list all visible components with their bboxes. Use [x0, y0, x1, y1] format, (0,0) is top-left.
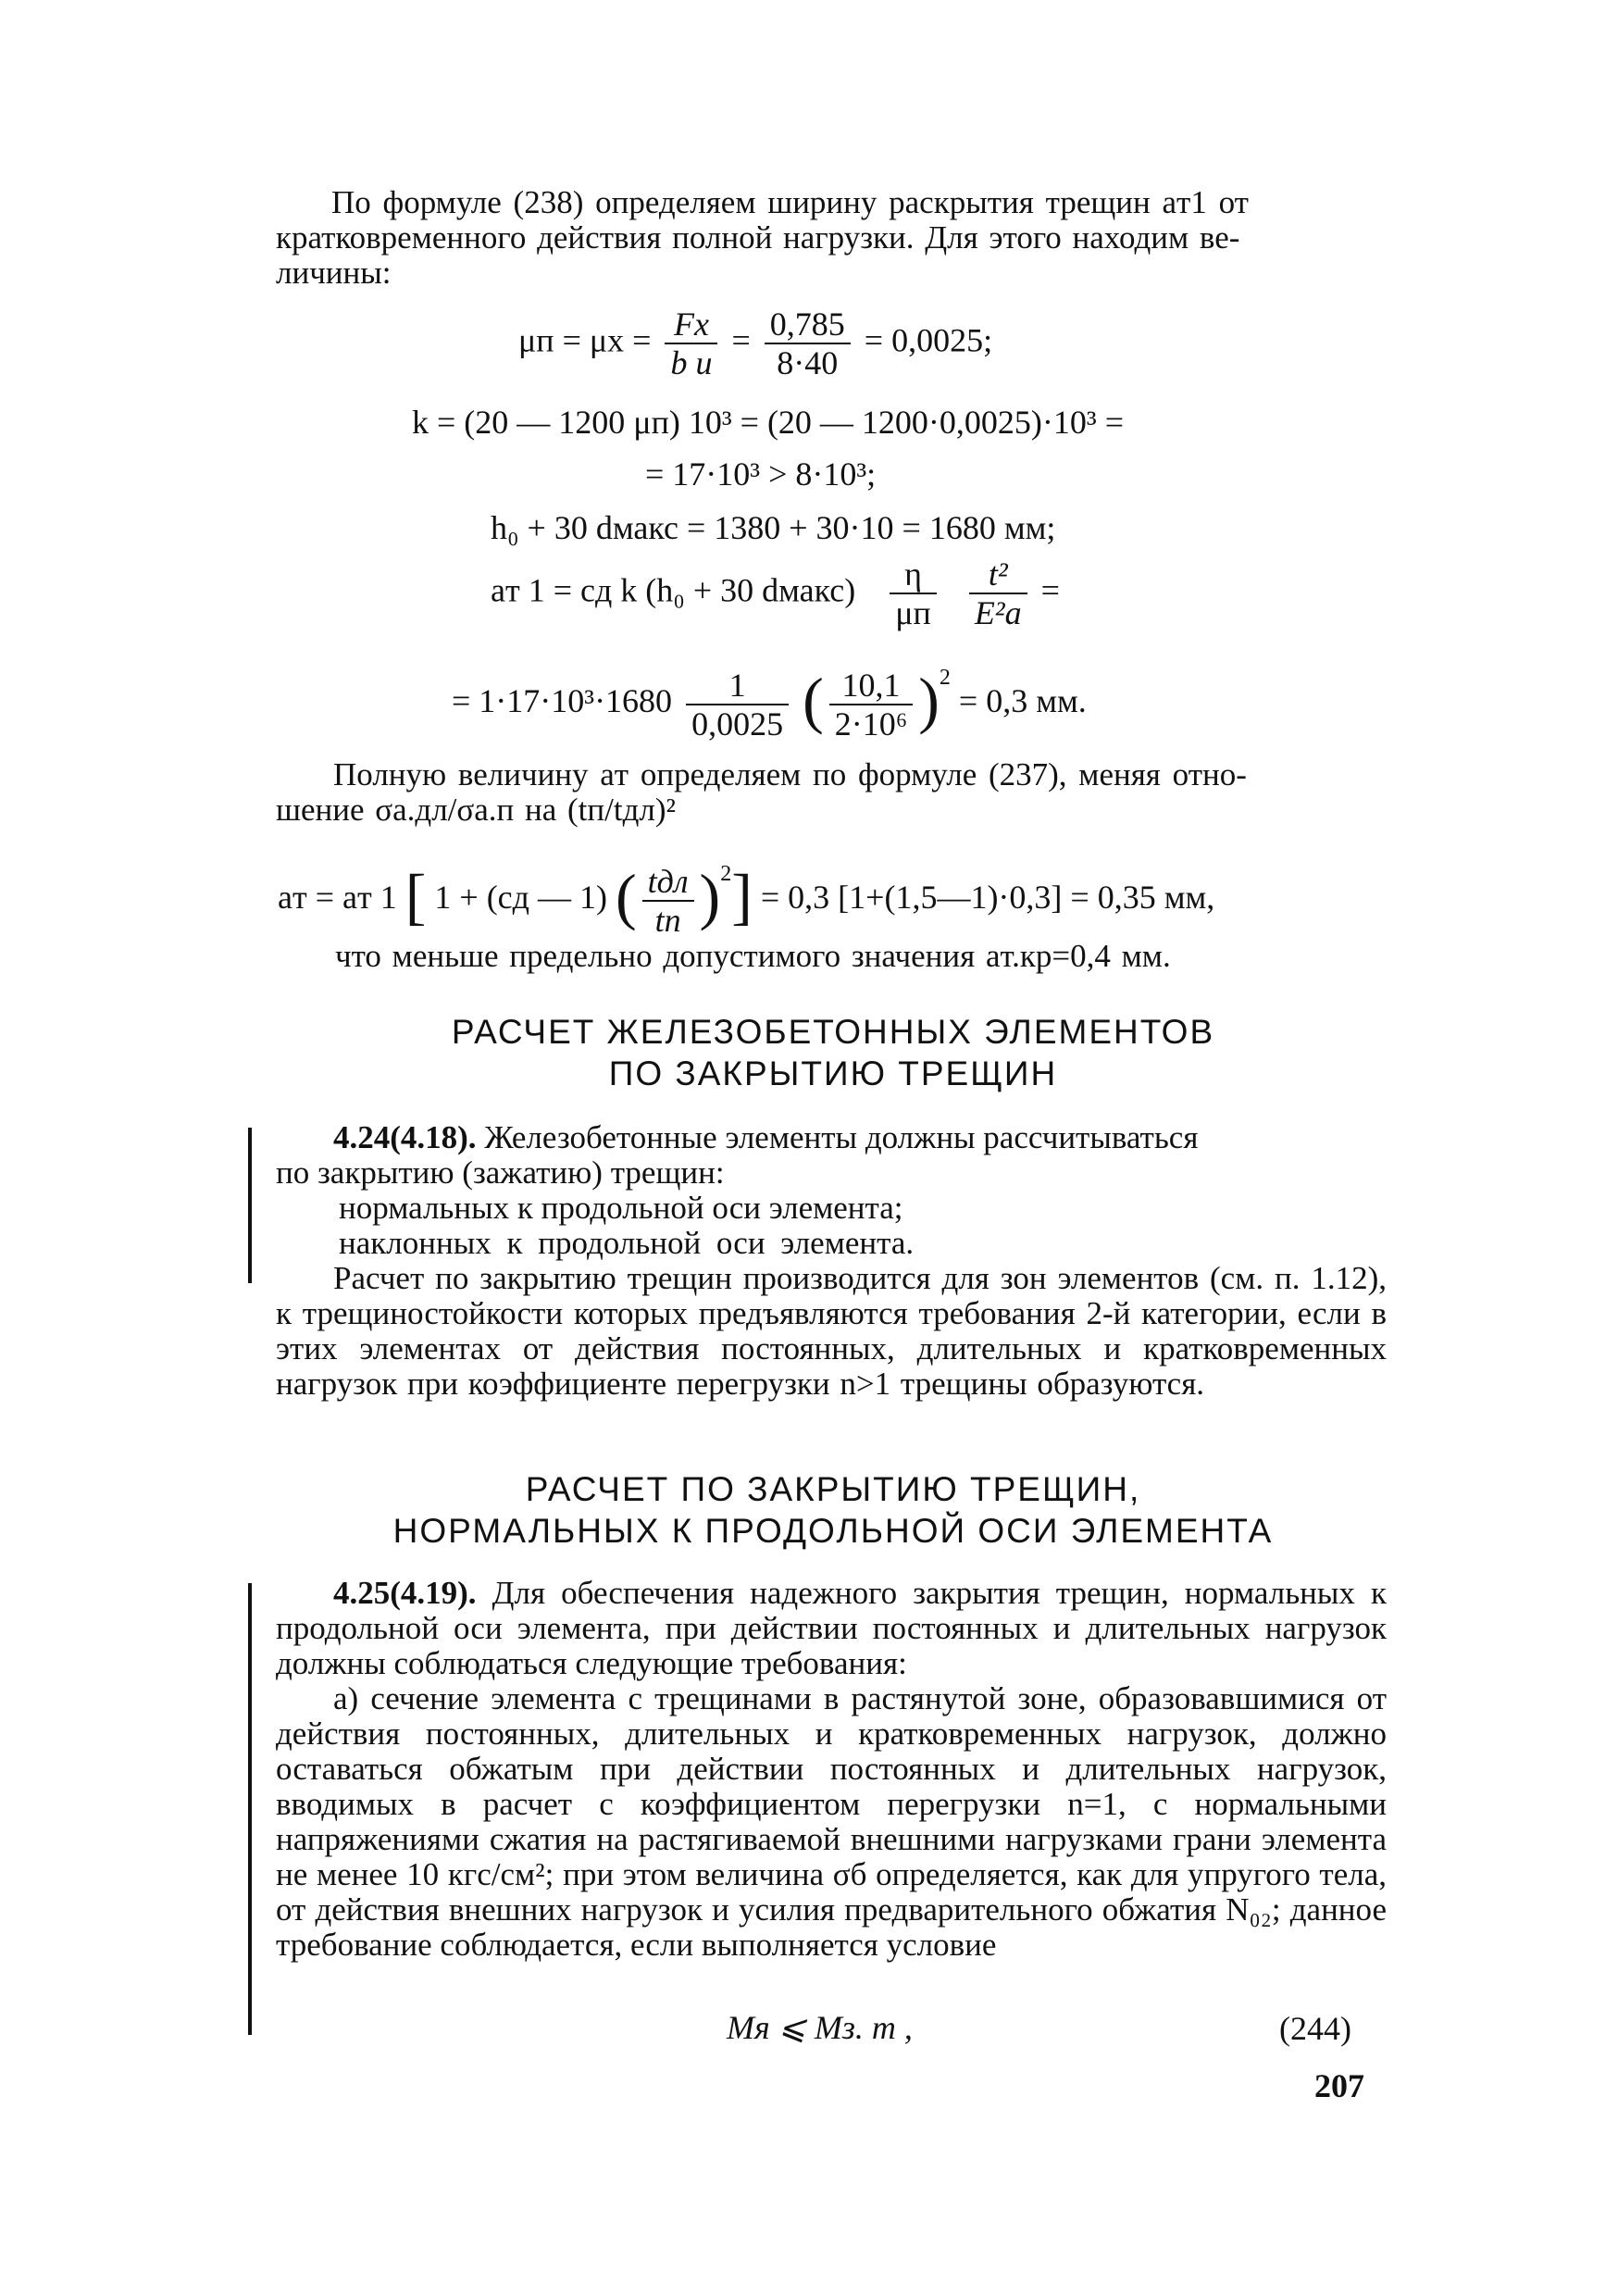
equation-at-inner: 1 + (cд — 1) [434, 879, 607, 916]
equation-numeric-lhs: = 1·17·10³·1680 [452, 682, 673, 719]
intro-line-1: По формуле (238) определяем ширину раскрытия трещин aт1 от [331, 184, 1249, 220]
equation-at1-lhs: aт 1 = cд k (h₀ + 30 dмакс) [491, 571, 856, 609]
fraction-numerator: 1 [686, 667, 789, 705]
equation-h0: h₀ + 30 dмакс = 1380 + 30·10 = 1680 мм; [491, 509, 1056, 546]
left-bracket: [ [404, 861, 427, 931]
fraction-denominator: μп [895, 594, 931, 631]
fraction-numerator: 10,1 [829, 667, 914, 705]
equation-k-line-1: k = (20 — 1200 μп) 10³ = (20 — 1200·0,0025)·10³ = [412, 404, 1124, 441]
fraction-numerator: tдл [642, 863, 694, 902]
right-paren: ) [918, 665, 940, 735]
equals-sign: = [1040, 571, 1060, 609]
fraction-denominator: tп [654, 901, 681, 939]
equation-numeric-rhs: = 0,3 мм. [958, 682, 1087, 719]
section-4-24-lead: 4.24(4.18). [333, 1119, 477, 1155]
margin-bar [248, 1128, 252, 1283]
equation-numeric [452, 659, 1087, 742]
section-4-24-line-2: по закрытию (зажатию) трещин: [276, 1154, 725, 1191]
heading-line-2: ПО ЗАКРЫТИЮ ТРЕЩИН [608, 1054, 1058, 1092]
equation-mu-rhs: = 0,0025; [864, 321, 993, 359]
fraction-denominator: E²а [974, 594, 1022, 631]
fraction-values [765, 306, 851, 381]
fraction-denominator: 8·40 [777, 344, 839, 381]
left-paren: ( [615, 861, 637, 931]
fraction-time-ratio [642, 863, 694, 939]
full-value-line-2: шение σа.дл/σа.п на (tп/tдл)² [276, 792, 677, 828]
right-bracket: ] [731, 861, 753, 931]
fraction-denominator: 0,0025 [691, 705, 784, 742]
less-than-line: что меньше предельно допустимого значения aт.кр=0,4 мм. [335, 938, 1171, 974]
equation-mu [518, 306, 992, 381]
section-4-25-text: Для обеспечения надежного закрытия трещин, нормальных к продольной оси элемента, при действии постоянных и длительных нагрузок должны соблюдаться следующие требования: [276, 1575, 1388, 1681]
equation-at-rhs: = 0,3 [1+(1,5—1)·0,3] = 0,35 мм, [760, 879, 1215, 916]
equation-at-lhs: aт = aт 1 [278, 879, 397, 916]
equation-244: Mя ⩽ Mз. т , [727, 2009, 913, 2046]
fraction-fx-bu [665, 306, 717, 381]
section-4-25-paragraph-1 [276, 1576, 1387, 1681]
heading-line-1: РАСЧЕТ ЖЕЛЕЗОБЕТОННЫХ ЭЛЕМЕНТОВ [451, 1013, 1215, 1051]
full-value-paragraph [276, 757, 1387, 828]
heading-line-1: РАСЧЕТ ПО ЗАКРЫТИЮ ТРЕЩИН, [525, 1470, 1141, 1508]
fraction-denominator: 2·10⁶ [834, 705, 908, 742]
section-4-24-text: Железобетонные элементы должны рассчитываться [484, 1119, 1199, 1155]
section-4-24-line-4: наклонных к продольной оси элемента. [339, 1225, 915, 1261]
heading-line-2: НОРМАЛЬНЫХ К ПРОДОЛЬНОЙ ОСИ ЭЛЕМЕНТА [392, 1512, 1274, 1550]
section-4-25-paragraph-2: а) сечение элемента с трещинами в растянутой зоне, образовавшимися от действия постоянных, длительных и кратковременных нагрузок, должно оставаться обжатым при действии постоянных и длительных нагрузок, вводимых в расчет с коэффициентом перегрузки n=1, с нормальными напряжениями сжатия на растягиваемой внешними нагрузками грани элемента не менее 10 кгс/см²; при этом величина σб определяется, как для упругого тела, от действия внешних нагрузок и усилия предварительного обжатия N₀₂; данное требование соблюдается, если выполняется условие [276, 1680, 1387, 1963]
equation-at [278, 855, 1214, 939]
intro-paragraph [276, 185, 1387, 291]
equation-at1 [491, 555, 1060, 631]
intro-line-3: личины: [276, 255, 392, 291]
section-4-24-line-3: нормальных к продольной оси элемента; [339, 1190, 903, 1226]
fraction-one-over [686, 667, 789, 742]
fraction-numerator: Fх [665, 306, 717, 344]
right-paren: ) [699, 861, 721, 931]
fraction-numerator: 0,785 [765, 306, 851, 344]
exponent: 2 [939, 666, 951, 690]
full-value-line-1: Полную величину aт определяем по формуле (237), меняя отно- [333, 756, 1247, 792]
heading-normal-cracks [278, 1468, 1388, 1552]
equation-mu-lhs: μп = μх = [518, 321, 652, 359]
fraction-numerator: t² [969, 555, 1027, 594]
section-4-24-line-1 [276, 1120, 1387, 1155]
left-paren: ( [803, 665, 824, 735]
equation-number: (244) [1279, 2010, 1351, 2047]
intro-line-2: кратковременного действия полной нагрузки. Для этого находим ве- [276, 219, 1240, 256]
section-4-25-lead: 4.25(4.19). [333, 1575, 477, 1611]
section-4-25 [276, 1576, 1387, 1963]
heading-reinforced-concrete [278, 1011, 1388, 1094]
fraction-denominator: b u [670, 344, 713, 381]
fraction-ratio [829, 667, 914, 742]
equals-sign: = [731, 321, 751, 359]
fraction-eta-mu [890, 555, 937, 631]
margin-bar [248, 1583, 252, 2035]
page-number: 207 [1314, 2067, 1364, 2104]
section-4-24 [276, 1120, 1387, 1402]
fraction-numerator: η [890, 555, 937, 594]
exponent: 2 [720, 862, 732, 886]
fraction-t-ea [969, 555, 1027, 631]
section-4-24-paragraph-2: Расчет по закрытию трещин производится для зон элементов (см. п. 1.12), к трещиностойкости которых предъявляются требования 2-й категории, если в этих элементах от действия постоянных, длительных и кратковременных нагрузок при коэффициенте перегрузки n>1 трещины образуются. [276, 1260, 1387, 1402]
equation-k-line-2: = 17·10³ > 8·10³; [645, 455, 877, 493]
